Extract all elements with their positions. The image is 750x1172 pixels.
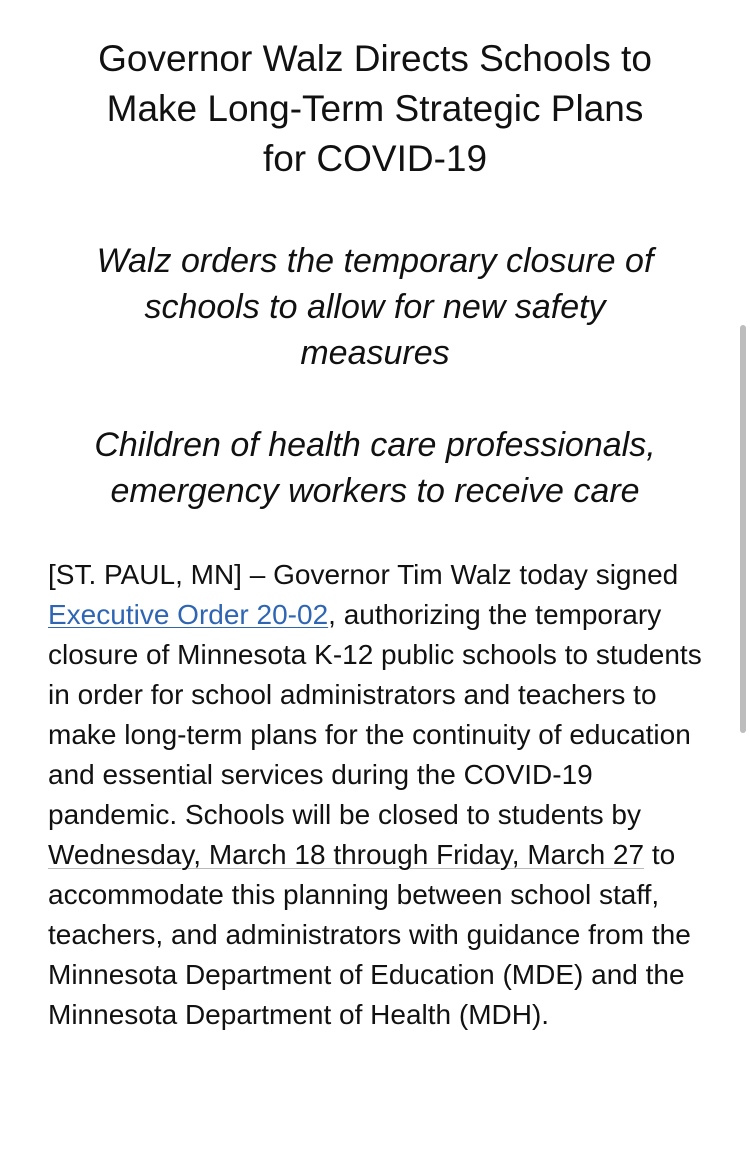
subheadline-closure xyxy=(30,238,720,376)
body-intro: [ST. PAUL, MN] – Governor Tim Walz today signed xyxy=(48,559,679,590)
headline-line-3: for COVID-19 xyxy=(262,138,488,179)
article-body-paragraph xyxy=(48,555,718,1035)
subheadline-care-line-2: emergency workers to receive care xyxy=(110,472,640,510)
subheadline-closure-line-1: Walz orders the temporary closure of xyxy=(96,242,654,280)
headline-line-1: Governor Walz Directs Schools to xyxy=(98,38,652,79)
subheadline-care xyxy=(30,422,720,514)
subheadline-closure-line-2: schools to allow for new safety xyxy=(144,288,606,326)
body-outro: to accommodate this planning between school staff, teachers, and administrators with guidance from the Minnesota Department of Education (MDE) and the Minnesota Department of Health (MDH). xyxy=(48,839,691,1030)
body-after-link: , authorizing the temporary closure of Minnesota K-12 public schools to students in order for school administrators and teachers to make long-term plans for the continuity of education and essential services during the COVID-19 pandemic. Schools will be closed to students by xyxy=(48,599,702,830)
executive-order-link[interactable]: Executive Order 20-02 xyxy=(48,599,329,630)
subheadline-closure-line-3: measures xyxy=(300,334,450,372)
headline-line-2: Make Long-Term Strategic Plans xyxy=(106,88,644,129)
vertical-scrollbar[interactable] xyxy=(740,325,746,733)
date-range-detected[interactable]: Wednesday, March 18 through Friday, March 27 xyxy=(48,839,645,870)
article-headline xyxy=(30,34,720,184)
subheadline-care-line-1: Children of health care professionals, xyxy=(94,426,656,464)
